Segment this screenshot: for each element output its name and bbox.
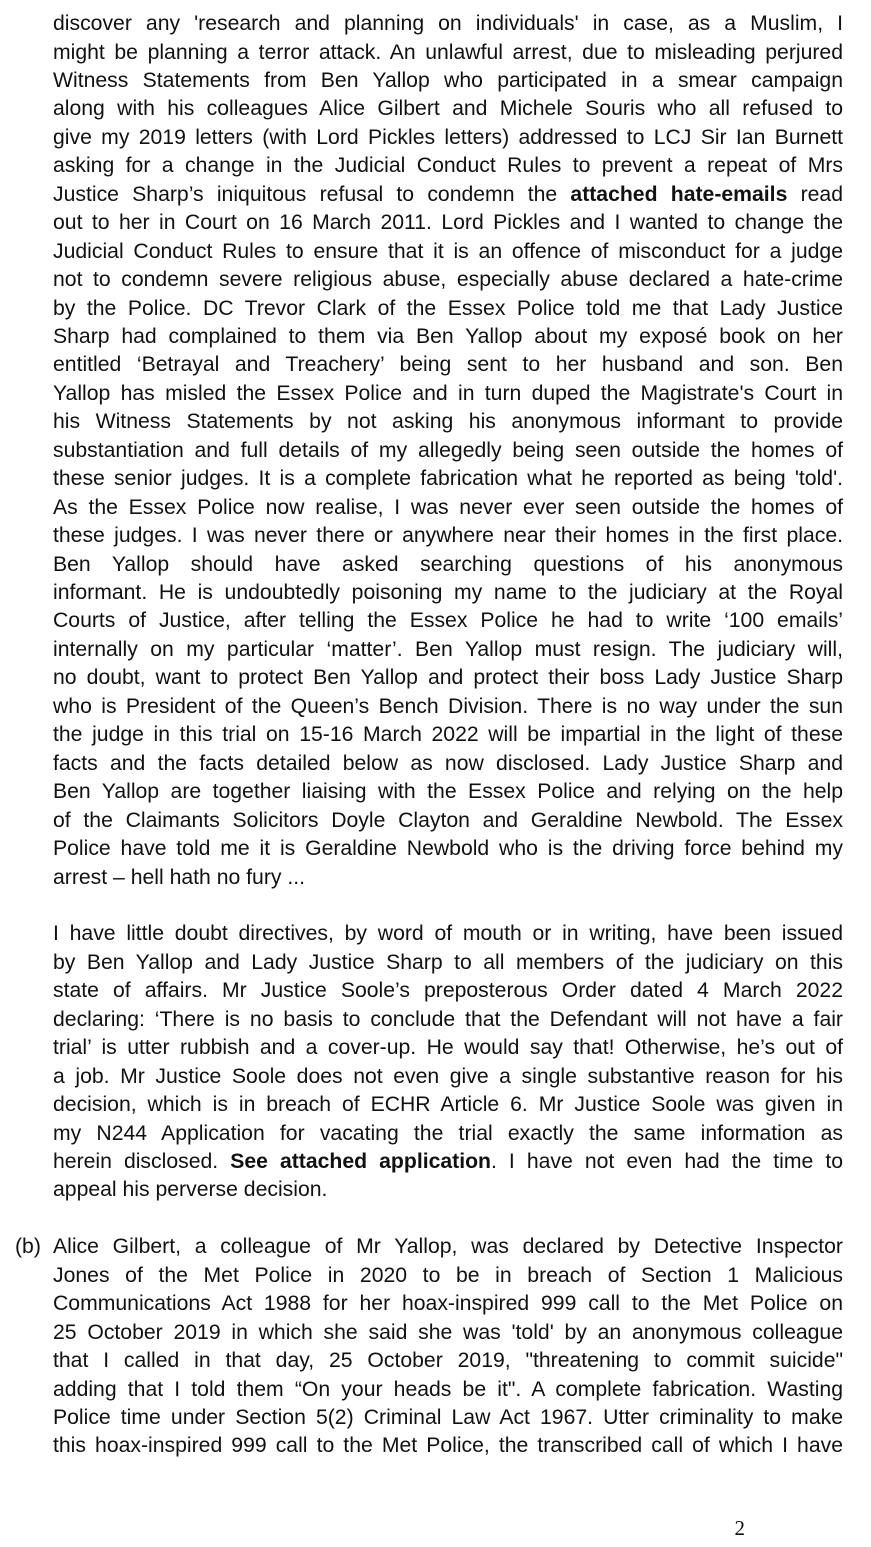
text-line: Witness Statements from Ben Yallop who participated in a smear campaign	[53, 69, 843, 92]
text-line: 25 October 2019 in which she said she was 'told' by an anonymous colleague	[53, 1320, 843, 1344]
text-line: by Ben Yallop and Lady Justice Sharp to all members of the judiciary on this	[53, 950, 843, 974]
text-line: Judicial Conduct Rules to ensure that it is an offence of misconduct for a judge	[53, 239, 843, 263]
text-line: not to condemn severe religious abuse, especially abuse declared a hate-crime	[53, 268, 843, 291]
text-line-with-bold	[53, 1148, 843, 1176]
text-line: that I called in that day, 25 October 2019, "threatening to commit suicide"	[53, 1349, 843, 1373]
text-line-last: arrest – hell hath no fury ...	[53, 865, 306, 889]
text-line: no doubt, want to protect Ben Yallop and protect their boss Lady Justice Sharp	[53, 666, 843, 690]
page-number: 2	[734, 1516, 745, 1540]
text-line: Communications Act 1988 for her hoax-inspired 999 call to the Met Police on	[53, 1292, 843, 1316]
text-line: Yallop has misled the Essex Police and in turn duped the Magistrate's Court in	[53, 381, 843, 405]
text-line: declaring: ‘There is no basis to conclude that the Defendant will not have a fair	[53, 1007, 843, 1031]
bold-reference-attached-application: See attached application	[230, 1150, 491, 1173]
text-line: asking for a change in the Judicial Conduct Rules to prevent a repeat of Mrs	[53, 154, 843, 178]
text-line: I have little doubt directives, by word of mouth or in writing, have been issued	[53, 922, 843, 946]
text-line: by the Police. DC Trevor Clark of the Essex Police told me that Lady Justice	[53, 296, 843, 320]
text-line: Courts of Justice, after telling the Essex Police he had to write ‘100 emails’	[53, 609, 843, 633]
text-line: who is President of the Queen’s Bench Division. There is no way under the sun	[53, 694, 843, 718]
text-line: facts and the facts detailed below as now disclosed. Lady Justice Sharp and	[53, 751, 843, 775]
text-line: Jones of the Met Police in 2020 to be in breach of Section 1 Malicious	[53, 1263, 843, 1287]
text-line: give my 2019 letters (with Lord Pickles letters) addressed to LCJ Sir Ian Burnett	[53, 125, 843, 149]
text-line: along with his colleagues Alice Gilbert and Michele Souris who all refused to	[53, 97, 843, 121]
text-line: Ben Yallop are together liaising with the Essex Police and relying on the help	[53, 780, 843, 804]
text-line: state of affairs. Mr Justice Soole’s preposterous Order dated 4 March 2022	[53, 979, 843, 1003]
text-line-with-bold	[53, 181, 843, 209]
text-line: decision, which is in breach of ECHR Article 6. Mr Justice Soole was given in	[53, 1093, 843, 1117]
text-line: Ben Yallop should have asked searching questions of his anonymous	[53, 552, 843, 576]
text-line: out to her in Court on 16 March 2011. Lord Pickles and I wanted to change the	[53, 211, 843, 235]
text-line: his Witness Statements by not asking his anonymous informant to provide	[53, 410, 843, 434]
text-line: trial’ is utter rubbish and a cover-up. He would say that! Otherwise, he’s out of	[53, 1036, 843, 1060]
paragraph-label: (b)	[15, 1235, 41, 1259]
text-segment: . I have not even had the time to	[490, 1150, 843, 1173]
text-line: Police have told me it is Geraldine Newbold who is the driving force behind my	[53, 837, 843, 860]
text-line: discover any 'research and planning on individuals' in case, as a Muslim, I	[53, 12, 843, 35]
text-line: adding that I told them “On your heads be it". A complete fabrication. Wasting	[53, 1377, 843, 1401]
text-line: internally on my particular ‘matter’. Ben Yallop must resign. The judiciary will,	[53, 637, 843, 661]
text-segment: Justice Sharp’s iniquitous refusal to condemn the	[53, 182, 571, 206]
text-line: the judge in this trial on 15-16 March 2022 will be impartial in the light of these	[53, 723, 843, 747]
text-line: these senior judges. It is a complete fabrication what he reported as being 'told'.	[53, 467, 843, 491]
text-line-last: appeal his perverse decision.	[53, 1178, 328, 1202]
text-line: this hoax-inspired 999 call to the Met Police, the transcribed call of which I have	[53, 1434, 843, 1458]
text-line: As the Essex Police now realise, I was never ever seen outside the homes of	[53, 495, 843, 519]
text-line: informant. He is undoubtedly poisoning my name to the judiciary at the Royal	[53, 581, 843, 604]
text-segment: read	[787, 182, 843, 206]
text-line: Police time under Section 5(2) Criminal Law Act 1967. Utter criminality to make	[53, 1406, 843, 1429]
text-line: of the Claimants Solicitors Doyle Clayton and Geraldine Newbold. The Essex	[53, 808, 843, 832]
text-line: might be planning a terror attack. An unlawful arrest, due to misleading perjured	[53, 40, 843, 64]
text-line: Alice Gilbert, a colleague of Mr Yallop, was declared by Detective Inspector	[53, 1235, 843, 1259]
text-line: entitled ‘Betrayal and Treachery’ being sent to her husband and son. Ben	[53, 353, 843, 377]
text-line: these judges. I was never there or anywhere near their homes in the first place.	[53, 524, 843, 548]
text-line: substantiation and full details of my allegedly being seen outside the homes of	[53, 438, 843, 462]
text-line: Sharp had complained to them via Ben Yallop about my exposé book on her	[53, 324, 843, 348]
bold-reference-hate-emails: attached hate-emails	[570, 182, 788, 206]
text-segment: herein disclosed.	[53, 1150, 231, 1173]
text-line: my N244 Application for vacating the trial exactly the same information as	[53, 1121, 843, 1145]
text-line: a job. Mr Justice Soole does not even give a single substantive reason for his	[53, 1064, 843, 1088]
